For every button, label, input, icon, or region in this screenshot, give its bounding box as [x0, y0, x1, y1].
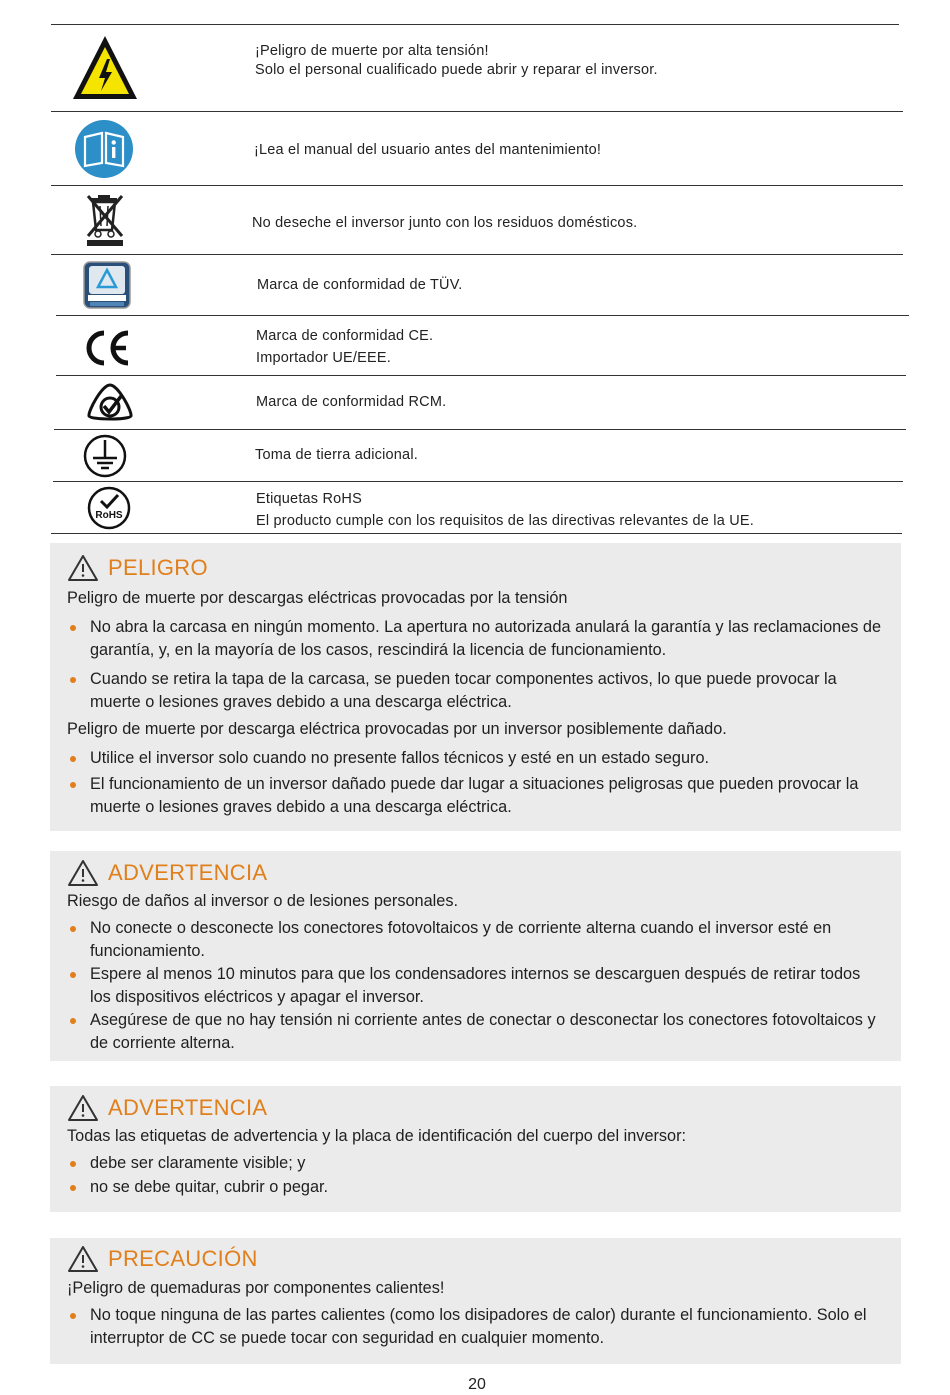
- warning-triangle-icon: [67, 859, 99, 887]
- box-title: PRECAUCIÓN: [108, 1246, 258, 1271]
- table-rule: [51, 533, 902, 534]
- box-lead: ¡Peligro de quemaduras por componentes calientes!: [67, 1279, 445, 1297]
- rohs-icon: [86, 486, 132, 535]
- symbol-description: Toma de tierra adicional.: [255, 447, 418, 463]
- symbol-description: Marca de conformidad RCM.: [256, 394, 447, 410]
- box-lead: Peligro de muerte por descargas eléctricas provocadas por la tensión: [67, 589, 568, 607]
- caution-box: [50, 1238, 901, 1364]
- box-title: ADVERTENCIA: [108, 860, 268, 885]
- table-rule: [51, 111, 903, 112]
- bullet-item: No abra la carcasa en ningún momento. La apertura no autorizada anulará la garantía y las reclamaciones de garantía, y, en la mayoría de los casos, rescindirá la licencia de funcionamiento.: [67, 616, 885, 662]
- table-rule: [51, 185, 903, 186]
- bullet-item: No conecte o desconecte los conectores fotovoltaicos y de corriente alterna cuando el inversor esté en funcionamiento.: [67, 917, 885, 963]
- warning-triangle-icon: [67, 554, 99, 582]
- rcm-mark-icon: [85, 382, 135, 427]
- warning-triangle-icon: [67, 1245, 99, 1273]
- box-title: PELIGRO: [108, 555, 208, 580]
- bullet-item: debe ser claramente visible; y: [67, 1152, 885, 1175]
- bullet-item: Cuando se retira la tapa de la carcasa, se pueden tocar componentes activos, lo que puede provocar la muerte o lesiones graves debido a una descarga eléctrica.: [67, 668, 885, 714]
- table-rule: [53, 481, 903, 482]
- symbol-description: Marca de conformidad CE. Importador UE/EEE.: [256, 328, 434, 366]
- bullet-item: Asegúrese de que no hay tensión ni corriente antes de conectar o desconectar los conectores fotovoltaicos y de corriente alterna.: [67, 1009, 885, 1055]
- symbol-description: ¡Peligro de muerte por alta tensión! Solo el personal cualificado puede abrir y reparar el inversor.: [255, 43, 658, 78]
- svg-text:RoHS: RoHS: [95, 510, 123, 521]
- danger-box: [50, 543, 901, 831]
- tuv-mark-icon: [83, 261, 131, 314]
- bullet-item: El funcionamiento de un inversor dañado puede dar lugar a situaciones peligrosas que pueden provocar la muerte o lesiones graves debido a una descarga eléctrica.: [67, 773, 885, 819]
- bullet-item: no se debe quitar, cubrir o pegar.: [67, 1176, 885, 1199]
- ground-icon: [83, 434, 127, 483]
- symbol-description: ¡Lea el manual del usuario antes del mantenimiento!: [254, 142, 602, 158]
- box-lead: Peligro de muerte por descarga eléctrica provocadas por un inversor posiblemente dañado.: [67, 720, 727, 738]
- table-rule: [56, 315, 909, 316]
- high-voltage-warning-icon: [71, 34, 139, 107]
- table-rule: [51, 24, 899, 25]
- table-rule: [51, 254, 903, 255]
- bullet-item: Espere al menos 10 minutos para que los condensadores internos se descarguen después de retirar todos los dispositivos eléctricos y apagar el inversor.: [67, 963, 885, 1009]
- table-rule: [54, 429, 906, 430]
- symbol-description: Marca de conformidad de TÜV.: [257, 277, 463, 293]
- box-lead: Todas las etiquetas de advertencia y la placa de identificación del cuerpo del inversor:: [67, 1127, 687, 1145]
- read-manual-icon: [75, 120, 133, 183]
- symbol-description: Etiquetas RoHS El producto cumple con los requisitos de las directivas relevantes de la UE.: [256, 491, 754, 529]
- symbol-description: No deseche el inversor junto con los residuos domésticos.: [252, 215, 638, 231]
- page-number: 20: [468, 1376, 486, 1393]
- box-lead: Riesgo de daños al inversor o de lesiones personales.: [67, 892, 458, 910]
- ce-mark-icon: [82, 328, 132, 373]
- bullet-item: Utilice el inversor solo cuando no presente fallos técnicos y esté en un estado seguro.: [67, 747, 885, 770]
- warning-box: [50, 1086, 901, 1212]
- crossed-bin-icon: [84, 192, 126, 253]
- warning-box: [50, 851, 901, 1061]
- table-rule: [56, 375, 906, 376]
- box-title: ADVERTENCIA: [108, 1095, 268, 1120]
- warning-triangle-icon: [67, 1094, 99, 1122]
- bullet-item: No toque ninguna de las partes calientes (como los disipadores de calor) durante el funcionamiento. Solo el interruptor de CC se puede tocar con seguridad en cualquier momento.: [67, 1304, 885, 1350]
